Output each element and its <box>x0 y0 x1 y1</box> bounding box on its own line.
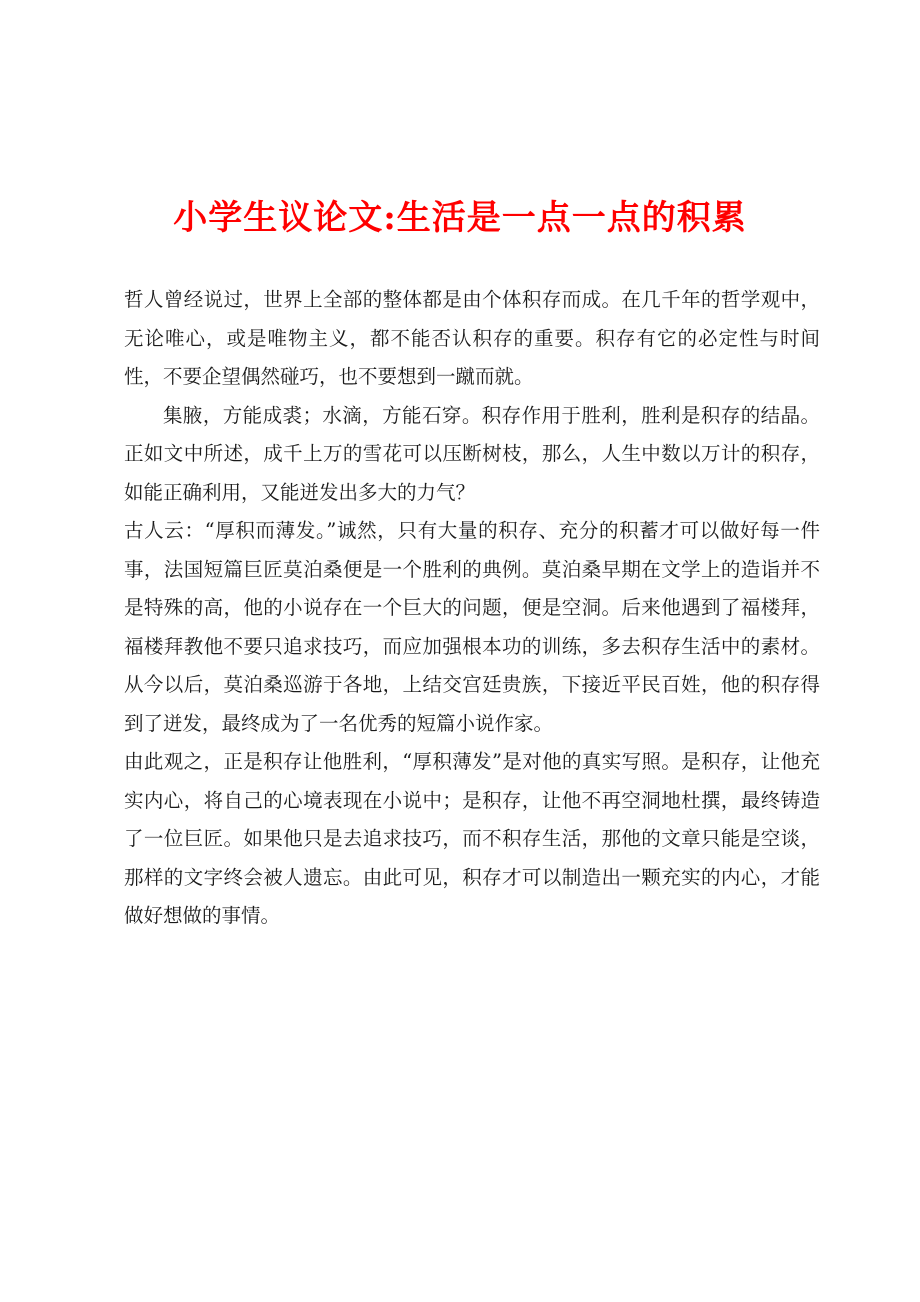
paragraph-3: 古人云：“厚积而薄发。”诚然，只有大量的积存、充分的积蓄才可以做好每一件事，法国短篇巨匠莫泊桑便是一个胜利的典例。莫泊桑早期在文学上的造诣并不是特殊的高，他的小说存在一个巨大的问题，便是空洞。后来他遇到了福楼拜，福楼拜教他不要只追求技巧，而应加强根本功的训练，多去积存生活中的素材。从今以后，莫泊桑巡游于各地，上结交宫廷贵族，下接近平民百姓，他的积存得到了迸发，最终成为了一名优秀的短篇小说作家。 <box>124 519 820 735</box>
document-body <box>124 281 820 936</box>
document-title: 小学生议论文:生活是一点一点的积累 <box>173 198 747 238</box>
paragraph-2: 集腋，方能成裘；水滴，方能石穿。积存作用于胜利，胜利是积存的结晶。正如文中所述，成千上万的雪花可以压断树枝，那么，人生中数以万计的积存，如能正确利用，又能迸发出多大的力气？ <box>124 403 820 504</box>
paragraph-1: 哲人曾经说过，世界上全部的整体都是由个体积存而成。在几千年的哲学观中，无论唯心，或是唯物主义，都不能否认积存的重要。积存有它的必定性与时间性，不要企望偶然碰巧，也不要想到一蹴而就。 <box>124 288 820 388</box>
paragraph-4: 由此观之，正是积存让他胜利，“厚积薄发”是对他的真实写照。是积存，让他充实内心，将自己的心境表现在小说中；是积存，让他不再空洞地杜撰，最终铸造了一位巨匠。如果他只是去追求技巧，而不积存生活，那他的文章只能是空谈，那样的文字终会被人遗忘。由此可见，积存才可以制造出一颗充实的内心，才能做好想做的事情。 <box>124 750 820 927</box>
